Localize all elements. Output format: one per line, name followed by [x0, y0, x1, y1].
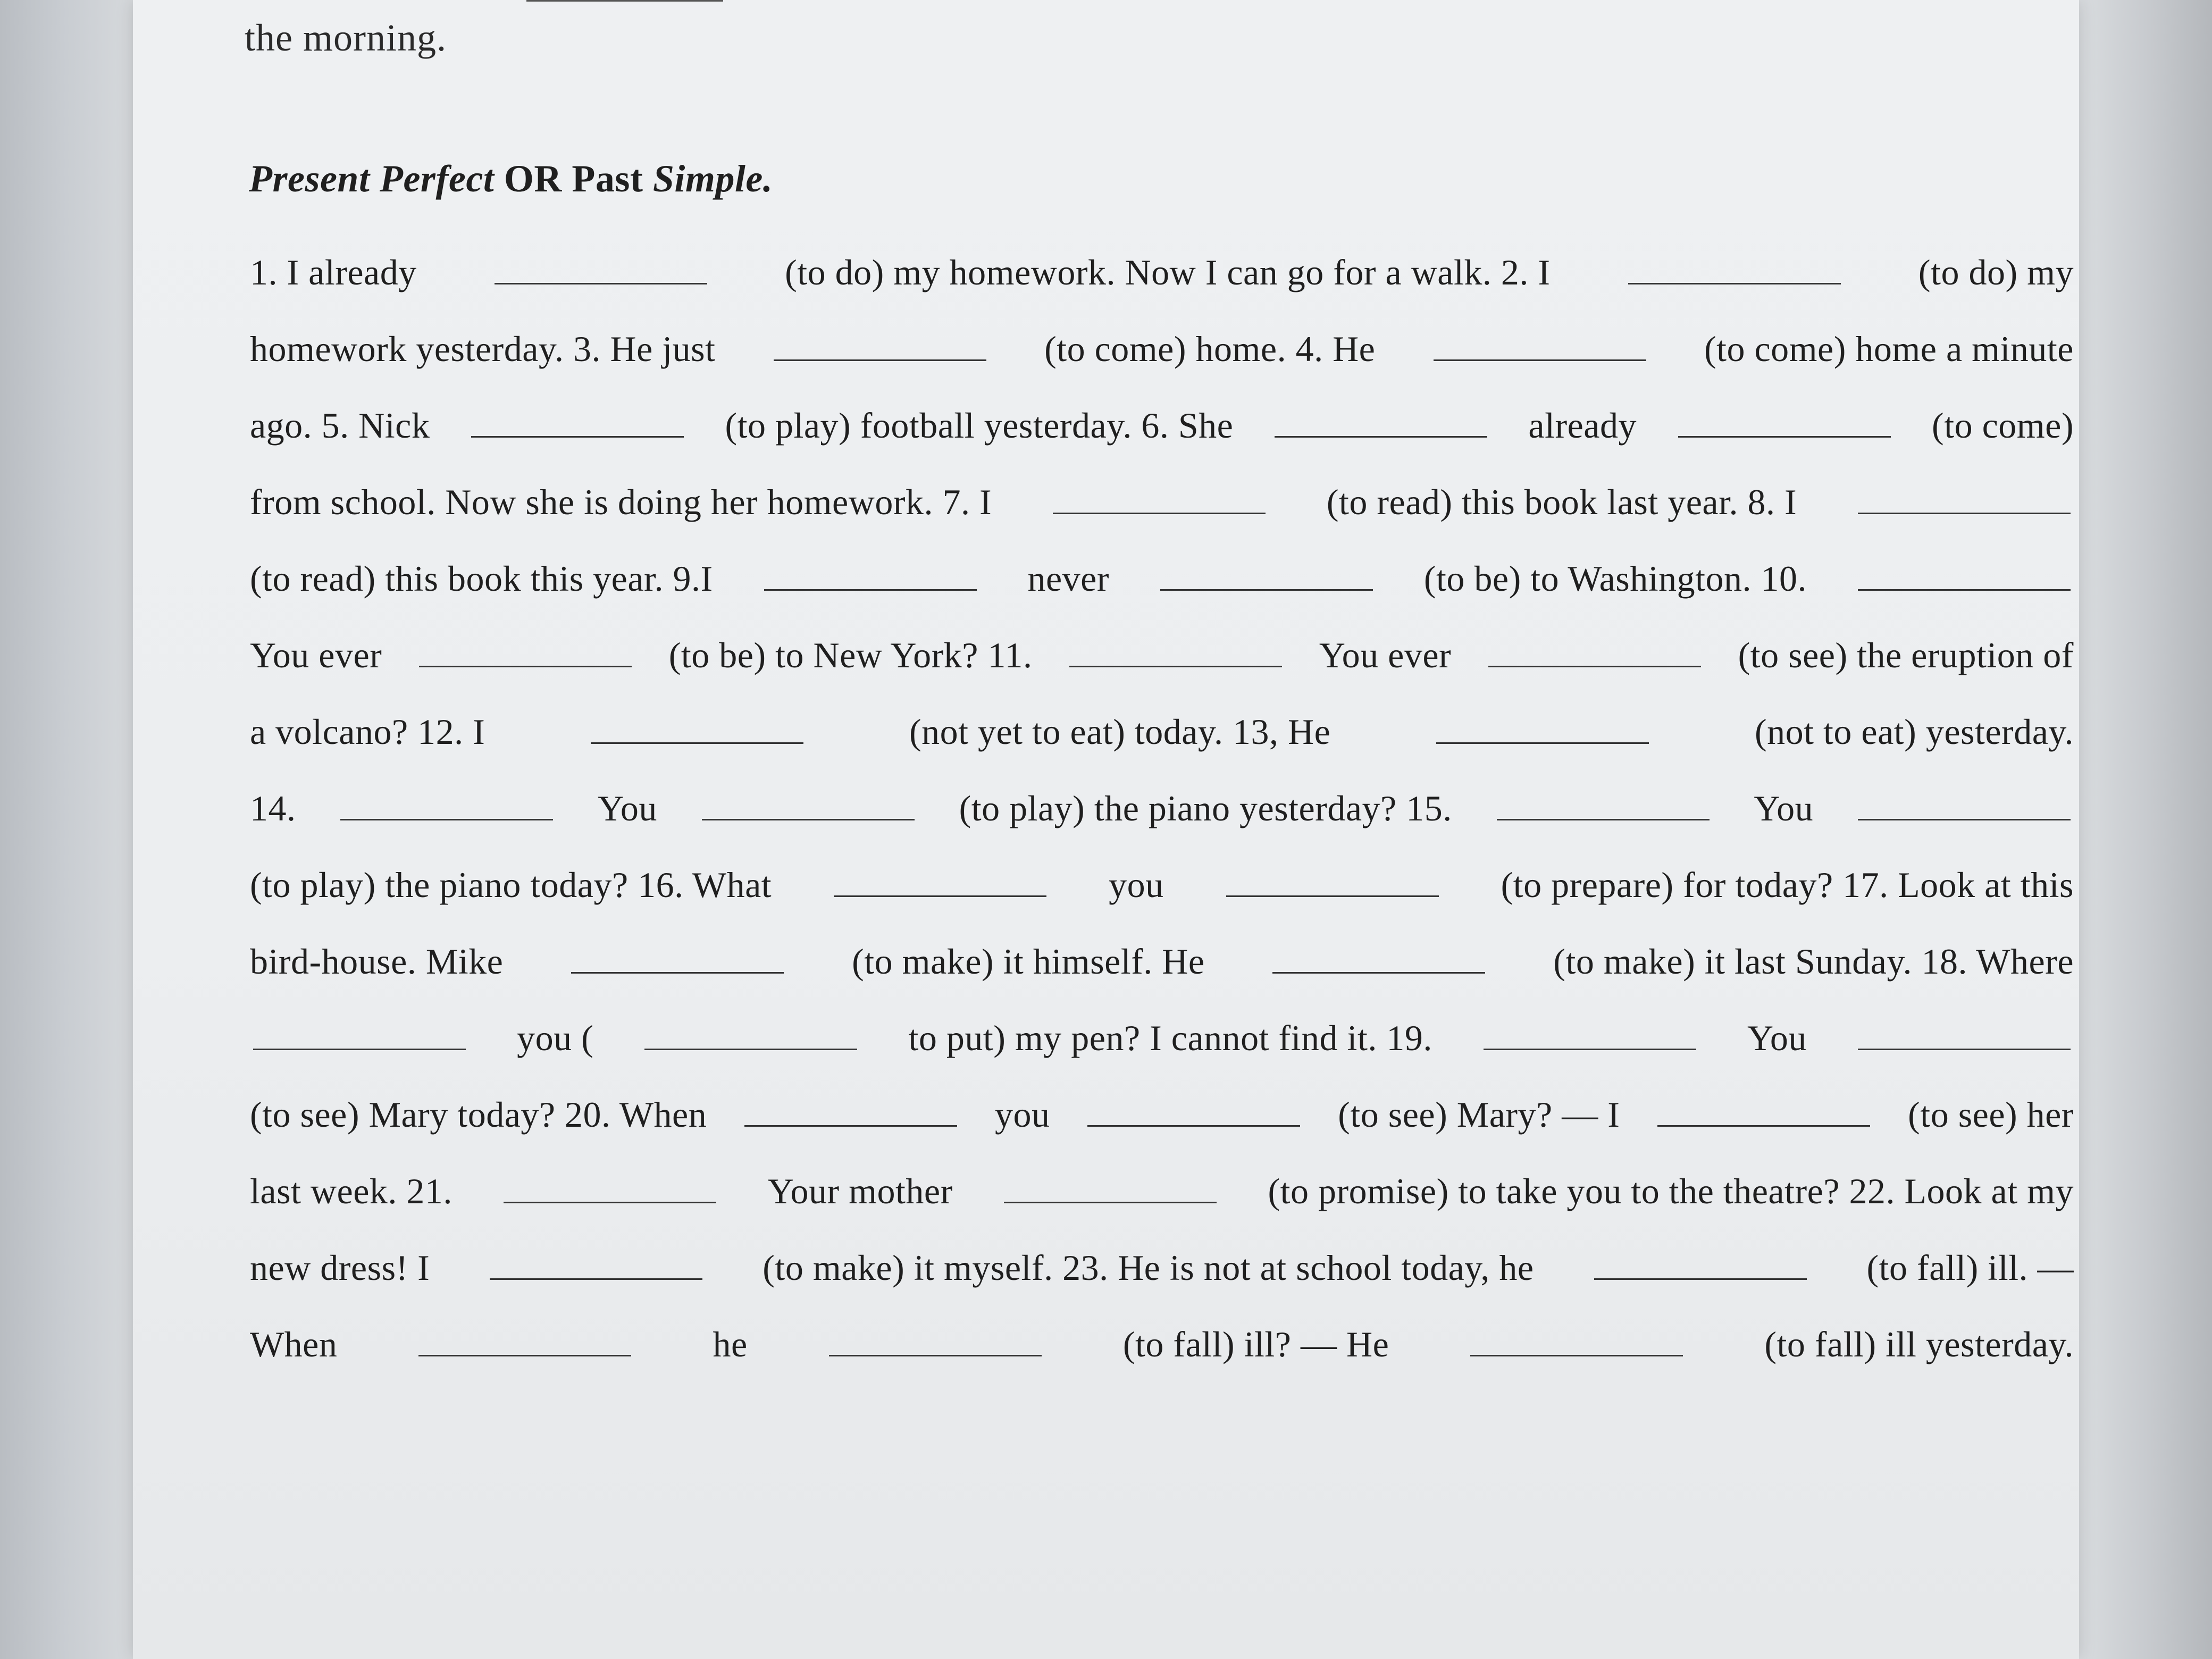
- answer-blank: [571, 942, 784, 974]
- answer-blank: [591, 713, 803, 744]
- answer-blank: [1436, 713, 1649, 744]
- exercise-text: (to be) to New York? 11.: [668, 635, 1033, 675]
- exercise-text: (to see) the eruption of: [1738, 635, 2074, 675]
- exercise-line: [250, 464, 2074, 540]
- exercise-line: [250, 540, 2074, 617]
- exercise-text: never: [1027, 558, 1109, 599]
- exercise-text: (to read) this book last year. 8. I: [1326, 482, 1797, 522]
- answer-blank: [1087, 1095, 1300, 1127]
- exercise-text: (to make) it last Sunday. 18. Where: [1553, 941, 2074, 982]
- answer-blank: [744, 1095, 957, 1127]
- exercise-text: Your mother: [767, 1171, 953, 1211]
- exercise-text: You: [1754, 788, 1814, 828]
- exercise-text: (to see) Mary today? 20. When: [250, 1094, 707, 1135]
- answer-blank: [1488, 636, 1701, 667]
- previous-exercise-fragment: the morning.: [245, 16, 447, 59]
- exercise-text: you: [994, 1094, 1050, 1135]
- exercise-text: (to come) home a minute: [1704, 329, 2074, 369]
- exercise-text: (not to eat) yesterday.: [1755, 711, 2074, 752]
- answer-blank: [1160, 559, 1373, 591]
- exercise-text: from school. Now she is doing her homework. 7. I: [250, 482, 992, 522]
- exercise-text: (to make) it myself. 23. He is not at school today, he: [763, 1247, 1534, 1288]
- answer-blank: [1053, 483, 1266, 514]
- answer-blank: [1657, 1095, 1870, 1127]
- answer-blank: [834, 866, 1046, 897]
- answer-blank: [1594, 1249, 1807, 1280]
- exercise-text: homework yesterday. 3. He just: [250, 329, 716, 369]
- exercise-body: [250, 234, 2074, 1382]
- exercise-line: [250, 311, 2074, 387]
- exercise-text: (to play) football yesterday. 6. She: [725, 405, 1234, 446]
- exercise-text: (to promise) to take you to the theatre? 22. Look at my: [1268, 1171, 2074, 1211]
- exercise-text: (to do) my homework. Now I can go for a walk. 2. I: [785, 252, 1551, 292]
- exercise-line: [250, 923, 2074, 1000]
- exercise-heading: [249, 157, 773, 201]
- worksheet-page: [133, 0, 2079, 1659]
- answer-blank: [495, 253, 707, 284]
- answer-blank: [1497, 789, 1710, 820]
- exercise-line: [250, 387, 2074, 464]
- exercise-text: You ever: [1319, 635, 1452, 675]
- exercise-text: (to come) home. 4. He: [1044, 329, 1376, 369]
- exercise-text: 1. I already: [250, 252, 417, 292]
- exercise-text: new dress! I: [250, 1247, 430, 1288]
- exercise-text: (to see) her: [1908, 1094, 2074, 1135]
- exercise-text: (to fall) ill? — He: [1122, 1324, 1389, 1364]
- exercise-text: (to do) my: [1918, 252, 2074, 292]
- answer-blank: [1484, 1019, 1696, 1050]
- answer-blank: [490, 1249, 702, 1280]
- answer-blank: [1858, 483, 2071, 514]
- exercise-text: You: [598, 788, 657, 828]
- answer-blank: [253, 1019, 466, 1050]
- exercise-text: you: [1109, 865, 1164, 905]
- exercise-text: You ever: [250, 635, 382, 675]
- answer-blank: [471, 406, 684, 438]
- heading-or-past: OR Past: [494, 157, 653, 200]
- exercise-text: (to prepare) for today? 17. Look at this: [1501, 865, 2074, 905]
- exercise-text: a volcano? 12. I: [250, 711, 485, 752]
- exercise-text: ago. 5. Nick: [250, 405, 430, 446]
- exercise-line: [250, 1229, 2074, 1306]
- exercise-text: (to fall) ill yesterday.: [1764, 1324, 2074, 1364]
- exercise-line: [250, 693, 2074, 770]
- answer-blank: [764, 559, 977, 591]
- answer-blank: [1470, 1325, 1683, 1356]
- exercise-line: [250, 770, 2074, 847]
- exercise-text: (to be) to Washington. 10.: [1423, 558, 1807, 599]
- exercise-text: (to fall) ill. —: [1866, 1247, 2074, 1288]
- answer-blank: [418, 1325, 631, 1356]
- exercise-text: you (: [517, 1018, 594, 1058]
- answer-blank: [1628, 253, 1841, 284]
- exercise-text: When: [250, 1324, 338, 1364]
- heading-present-perfect: Present Perfect: [249, 157, 495, 200]
- answer-blank: [829, 1325, 1042, 1356]
- exercise-text: (to come): [1932, 405, 2074, 446]
- exercise-text: (to see) Mary? — I: [1338, 1094, 1620, 1135]
- exercise-text: (to read) this book this year. 9.I: [250, 558, 713, 599]
- exercise-text: (to make) it himself. He: [852, 941, 1205, 982]
- answer-blank: [774, 330, 986, 361]
- answer-blank: [1858, 559, 2071, 591]
- exercise-text: 14.: [250, 788, 296, 828]
- answer-blank: [340, 789, 553, 820]
- exercise-line: [250, 1306, 2074, 1382]
- answer-blank: [1069, 636, 1282, 667]
- exercise-line: [250, 847, 2074, 923]
- answer-blank: [702, 789, 915, 820]
- heading-simple: Simple.: [652, 157, 773, 200]
- exercise-line: [250, 617, 2074, 693]
- answer-blank: [1858, 1019, 2071, 1050]
- top-answer-blank: [526, 0, 723, 2]
- answer-blank: [1858, 789, 2071, 820]
- answer-blank: [419, 636, 632, 667]
- exercise-line: [250, 234, 2074, 311]
- exercise-text: (to play) the piano yesterday? 15.: [959, 788, 1452, 828]
- answer-blank: [1272, 942, 1485, 974]
- exercise-text: You: [1747, 1018, 1807, 1058]
- exercise-text: he: [713, 1324, 748, 1364]
- answer-blank: [1434, 330, 1646, 361]
- answer-blank: [504, 1172, 716, 1203]
- exercise-text: already: [1528, 405, 1637, 446]
- exercise-line: [250, 1000, 2074, 1076]
- answer-blank: [644, 1019, 857, 1050]
- exercise-text: to put) my pen? I cannot find it. 19.: [908, 1018, 1432, 1058]
- exercise-line: [250, 1076, 2074, 1153]
- answer-blank: [1678, 406, 1891, 438]
- exercise-text: last week. 21.: [250, 1171, 453, 1211]
- answer-blank: [1275, 406, 1487, 438]
- answer-blank: [1004, 1172, 1217, 1203]
- exercise-text: bird-house. Mike: [250, 941, 504, 982]
- answer-blank: [1226, 866, 1439, 897]
- exercise-line: [250, 1153, 2074, 1229]
- exercise-text: (not yet to eat) today. 13, He: [909, 711, 1331, 752]
- exercise-text: (to play) the piano today? 16. What: [250, 865, 772, 905]
